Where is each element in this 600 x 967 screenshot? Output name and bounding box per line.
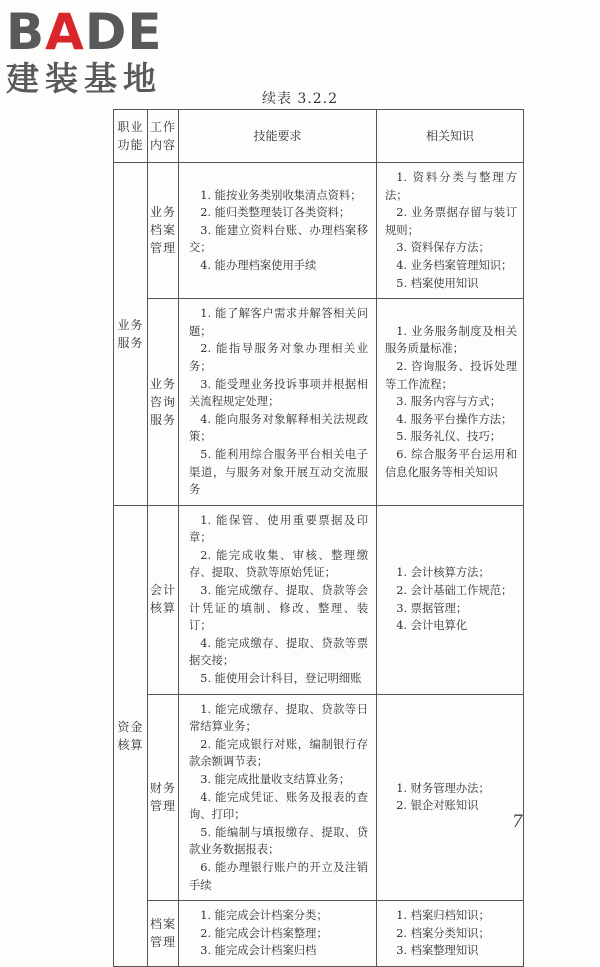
header-skills: 技能要求 (179, 110, 377, 163)
skills-cell: 1. 能按业务类别收集清点资料； 2. 能归类整理装订各类资料； 3. 能建立资料台账、办理档案移交； 4. 能办理档案使用手续 (179, 163, 377, 299)
knowledge-cell: 1. 档案归档知识； 2. 档案分类知识； 3. 档案整理知识 (377, 901, 524, 967)
table-row (114, 505, 524, 694)
table-row (114, 901, 524, 967)
logo-letter-a: A (45, 3, 85, 61)
function-cell: 业务服务 (114, 163, 148, 506)
content-cell: 会计核算 (148, 505, 179, 694)
knowledge-cell: 1. 会计核算方法； 2. 会计基础工作规范； 3. 票据管理； 4. 会计电算化 (377, 505, 524, 694)
skills-cell: 1. 能完成会计档案分类； 2. 能完成会计档案整理； 3. 能完成会计档案归档 (179, 901, 377, 967)
table-row (114, 694, 524, 901)
logo-subtitle: 建装基地 (6, 59, 162, 98)
skills-cell: 1. 能了解客户需求并解答相关问题； 2. 能指导服务对象办理相关业务； 3. 能受理业务投诉事项并根据相关流程规定处理； 4. 能向服务对象解释相关法规政策； 5. 能利用综合服务平台相关电子渠道，与服务对象开展互动交流服务 (179, 299, 377, 506)
table-row (114, 299, 524, 506)
logo-letters-de: DE (84, 3, 163, 61)
skills-cell: 1. 能保管、使用重要票据及印章； 2. 能完成收集、审核、整理缴存、提取、贷款等原始凭证； 3. 能完成缴存、提取、贷款等会计凭证的填制、修改、整理、装订； 4. 能完成缴存、提取、贷款等票据交接； 5. 能使用会计科目，登记明细账 (179, 505, 377, 694)
content-cell: 业务档案管理 (148, 163, 179, 299)
header-knowledge: 相关知识 (377, 110, 524, 163)
table-caption: 续表 3.2.2 (261, 91, 339, 107)
brand-logo (6, 3, 181, 98)
table-row (114, 163, 524, 299)
knowledge-cell: 1. 财务管理办法； 2. 银企对账知识 (377, 694, 524, 901)
table-header-row (114, 110, 524, 163)
content-cell: 业务咨询服务 (148, 299, 179, 506)
knowledge-cell: 1. 业务服务制度及相关服务质量标准； 2. 咨询服务、投诉处理等工作流程； 3. 服务内容与方式； 4. 服务平台操作方法； 5. 服务礼仪、技巧； 6. 综合服务平台运用和信息化服务等相关知识 (377, 299, 524, 506)
logo-wordmark (6, 3, 181, 61)
page-number: 7 (512, 812, 523, 832)
skills-table (113, 109, 524, 967)
content-cell: 财务管理 (148, 694, 179, 901)
function-cell: 资金核算 (114, 505, 148, 966)
skills-cell: 1. 能完成缴存、提取、贷款等日常结算业务； 2. 能完成银行对账，编制银行存款余额调节表； 3. 能完成批量收支结算业务； 4. 能完成凭证、账务及报表的查询、打印； 5. 能编制与填报缴存、提取、贷款业务数据报表； 6. 能办理银行账户的开立及注销手续 (179, 694, 377, 901)
header-content: 工作内容 (148, 110, 179, 163)
header-function: 职业功能 (114, 110, 148, 163)
content-cell: 档案管理 (148, 901, 179, 967)
knowledge-cell: 1. 资料分类与整理方法； 2. 业务票据存留与装订规则； 3. 资料保存方法； 4. 业务档案管理知识； 5. 档案使用知识 (377, 163, 524, 299)
logo-letter-b: B (6, 3, 46, 61)
